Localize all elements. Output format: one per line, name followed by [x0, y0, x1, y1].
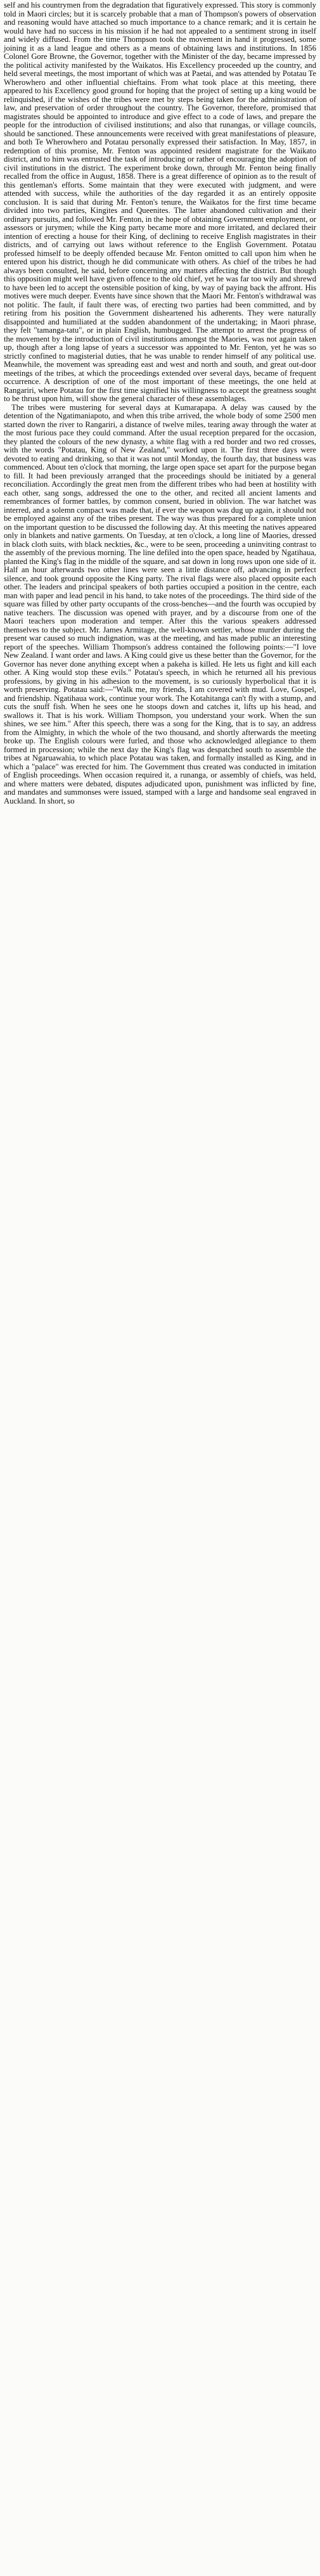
- article-paragraph: self and his countrymen from the degradation that figuratively expressed. This story is commonly told in Maori circles; but it is scarcely probable that a man of Thompson's powers of observation and reasoning would have attached so much importance to a chance remark; and it is certain he would have had no success in his mission if he had not appealed to a sentiment strong in itself and widely diffused. From the time Thompson took the movement in hand it progressed, some joining it as a land league and others as a means of obtaining laws and institutions. In 1856 Colonel Gore Browne, the Governor, together with the Minister of the day, became impressed by the political activity manifested by the Waikatos. His Excellency proceeded up the country, and held several meetings, the most important of which was at Paetai, and was attended by Potatau Te Wherowhero and other influential chieftains. From what took place at this meeting, there appeared to his Excellency good ground for hoping that the project of setting up a king would be relinquished, if the wishes of the tribes were met by steps being taken for the administration of law, and preservation of order throughout the country. The Governor, therefore, promised that magistrates should be appointed to introduce and give effect to a code of laws, and prepare the people for the introduction of civilised institutions; and also that runangas, or village councils, should be sanctioned. These announcements were received with great manifestations of pleasure, and both Te Wherowhero and Potatau personally expressed their satisfaction. In May, 1857, in redemption of this promise, Mr. Fenton was appointed resident magistrate for the Waikato district, and to him was entrusted the task of introducing or rather of encouraging the adoption of civil institutions in the district. The experiment broke down, through Mr. Fenton being finally recalled from the office in August, 1858. There is a great difference of opinion as to the result of this gentleman's efforts. Some maintain that they were executed with judgment, and were attended with success, while the authorities of the day regarded it as an entirely opposite conclusion. It is said that during Mr. Fenton's tenure, the Waikatos for the first time became divided into two parties, Kingites and Queenites. The latter abandoned cultivation and their ordinary pursuits, and followed Mr. Fenton, in the hope of obtaining Government employment, or assessors or jurymen; while the King party became more and more irritated, and declared their intention of erecting a house for their King, of declining to receive English magistrates in their districts, and of carrying out laws without reference to the English Government. Potatau professed himself to be deeply offended because Mr. Fenton omitted to call upon him when he entered upon his district, though he did communicate with others. As chief of the tribes he had always been consulted, he said, before concerning any matters affecting the district. But though this opposition might well have given offence to the old chief, yet he was far too wily and shrewd to have been led to accept the ostensible position of king, by way of paying back the affront. His motives were much deeper. Events have since shown that the Maori Mr. Fenton's withdrawal was not politic. The fault, if fault there was, of erecting two parties had been committed, and by retiring from his position the Government disheartened his adherents. They were naturally disappointed and humiliated at the sudden abandonment of the undertaking; in Maori phrase, they felt "tamanga-tatu", or in plain English, humbugged. The attempt to arrest the progress of the movement by the introduction of civil institutions amongst the Maories, was not again taken up, though after a long lapse of years a successor was appointed to Mr. Fenton, yet he was so strictly confined to magisterial duties, that he was unable to render himself of any political use. Meanwhile, the movement was spreading east and west and north and south, and great out-door meetings of the tribes, at which the proceedings extended over several days, became of frequent occurrence. A description of one of the most important of these meetings, the one held at Rangariri, where Potatau for the first time signified his willingness to accept the greatness sought to be thrust upon him, will show the general character of these assemblages.: [4, 1, 316, 403]
- article-paragraph: The tribes were mustering for several days at Kumarapapa. A delay was caused by the detention of the Ngatimaniapoto, and when this tribe arrived, the whole body of some 2500 men started down the river to Rangariri, a distance of twelve miles, tearing away through the water at the most furious pace they could command. After the usual reception prepared for the occasion, they planted the colours of the new dynasty, a white flag with a red border and two red crosses, with the words "Potatau, King of New Zealand," worked upon it. The first three days were devoted to eating and drinking, so that it was not until Monday, the fourth day, that business was commenced. About ten o'clock that morning, the large open space set apart for the purpose began to fill. It had been previously arranged that the proceedings should be initiated by a general reconciliation. Accordingly the great men from the different tribes who had been at hostility with each other, sang songs, addressed the one to the other, and recited all ancient laments and remembrances of former battles, by common consent, buried in oblivion. The war hatchet was interred, and a solemn compact was made that, if ever the weapon was dug up again, it should not be employed against any of the tribes present. The way was thus prepared for a complete union on the important question to be discussed the following day. At this meeting the natives appeared only in blankets and native garments. On Tuesday, at ten o'clock, a long line of Maories, dressed in black cloth suits, with black neckties, &c., were to be seen, proceeding a uninviting contrast to the assembly of the previous morning. The line defiled into the open space, headed by Ngatihaua, planted the King's flag in the middle of the square, and sat down in long rows upon one side of it. Half an hour afterwards two other lines were seen a little distance off, advancing in perfect silence, and took ground opposite the King party. The rival flags were also placed opposite each other. The leaders and principal speakers of both parties occupied a position in the centre, each man with paper and lead pencil in his hand, to take notes of the proceedings. The third side of the square was filled by other party occupants of the cross-benches—and the fourth was occupied by native teachers. The discussion was opened with prayer, and by a discourse from one of the Maori teachers upon moderation and temper. After this the various speakers addressed themselves to the subject. Mr. James Armitage, the well-known settler, whose murder during the present war caused so much indignation, was at the meeting, and has made public an interesting report of the speeches. William Thompson's address contained the following points:—"I love New Zealand. I want order and laws. A King could give us these better than the Governor, for the Governor has never done anything except when a pakeha is killed. He lets us fight and kill each other. A King would stop these evils." Potatau's speech, in which he returned all his previous professions, by giving in his adhesion to the movement, is so curiously hyperbolical that it is worth preserving. Potatau said:—"Walk me, my friends, I am covered with mud. Love, Gospel, and friendship. Ngatihaua work, continue your work. The Kotahitanga can't fly with a stump, and cuts the snuff fish. When he sees one he stoops down and catches it, lifts up his head, and swallows it. That is his work. William Thompson, you understand your work. When the sun shines, we see him." After this speech, there was a song for the King, that is to say, an address from the Almighty, in which the whole of the two thousand, and shortly afterwards the meeting broke up. The English colours were furled, and those who acknowledged allegiance to them formed in procession; while the next day the King's flag was despatched south to assemble the tribes at Ngaruawahia, to which place Potatau was taken, and formally installed as King, and in which a "palace" was erected for him. The Government thus created was conducted in imitation of English proceedings. When occasion required it, a runanga, or assembly of chiefs, was held, and where matters were debated, disputes adjudicated upon, punishment was inflicted by fine, and mandates and summonses were issued, stamped with a large and handsome seal engraved in Auckland. In short, so: [4, 402, 316, 805]
- article-column: [4, 1, 316, 805]
